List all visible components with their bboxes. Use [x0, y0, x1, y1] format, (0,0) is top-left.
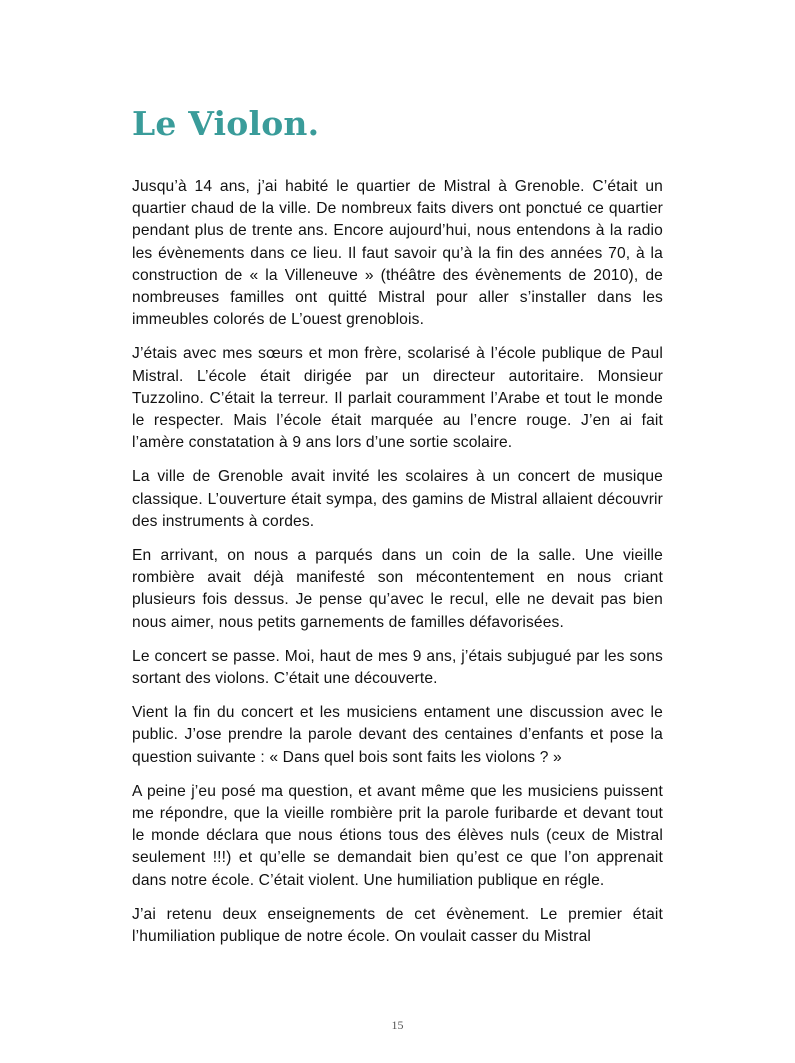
paragraph-3: La ville de Grenoble avait invité les scolaires à un concert de musique classique. L’ouverture était sympa, des gamins de Mistral allaient découvrir des instruments à cordes. — [132, 468, 663, 530]
paragraph-8: J’ai retenu deux enseignements de cet évènement. Le premier était l’humiliation publique de notre école. On voulait casser du Mistral — [132, 905, 663, 946]
paragraph-2: J’étais avec mes sœurs et mon frère, scolarisé à l’école publique de Paul Mistral. L’école était dirigée par un directeur autoritaire. Monsieur Tuzzolino. C’était la terreur. Il parlait couramment l’Arabe et tout le monde le respecter. Mais l’école était marquée au l’encre rouge. J’en ai fait l’amère constatation à 9 ans lors d’une sortie scolaire. — [132, 345, 663, 452]
paragraph-6: Vient la fin du concert et les musiciens entament une discussion avec le public. J’ose prendre la parole devant des centaines d’enfants et pose la question suivante : « Dans quel bois sont faits les violons ? » — [132, 704, 663, 766]
page-number: 15 — [391, 1018, 404, 1032]
chapter-body — [132, 176, 663, 960]
paragraph-7: A peine j’eu posé ma question, et avant même que les musiciens puissent me répondre, que la vieille rombière prit la parole furibarde et devant tout le monde déclara que nous étions tous des élèves nuls (ceux de Mistral seulement !!!) et qu’elle se demandait bien qu’est ce que l’on apprenait dans notre école. C’était violent. Une humiliation publique en régle. — [132, 782, 663, 889]
paragraph-1: Jusqu’à 14 ans, j’ai habité le quartier de Mistral à Grenoble. C’était un quartier chaud de la ville. De nombreux faits divers ont ponctué ce quartier pendant plus de trente ans. Encore aujourd’hui, nous entendons à la radio les évènements dans ce lieu. Il faut savoir qu’à la fin des années 70, à la construction de « la Villeneuve » (théâtre des évènements de 2010), de nombreuses familles ont quitté Mistral pour aller s’installer dans les immeubles colorés de L’ouest grenoblois. — [132, 178, 663, 329]
paragraph-5: Le concert se passe. Moi, haut de mes 9 ans, j’étais subjugué par les sons sortant des violons. C’était une découverte. — [132, 647, 663, 688]
chapter-title: Le Violon. — [132, 104, 320, 143]
paragraph-4: En arrivant, on nous a parqués dans un coin de la salle. Une vieille rombière avait déjà manifesté son mécontentement en nous criant plusieurs fois dessus. Je pense qu’avec le recul, elle ne devait pas bien nous aimer, nous petits garnements de familles défavorisées. — [132, 547, 663, 631]
